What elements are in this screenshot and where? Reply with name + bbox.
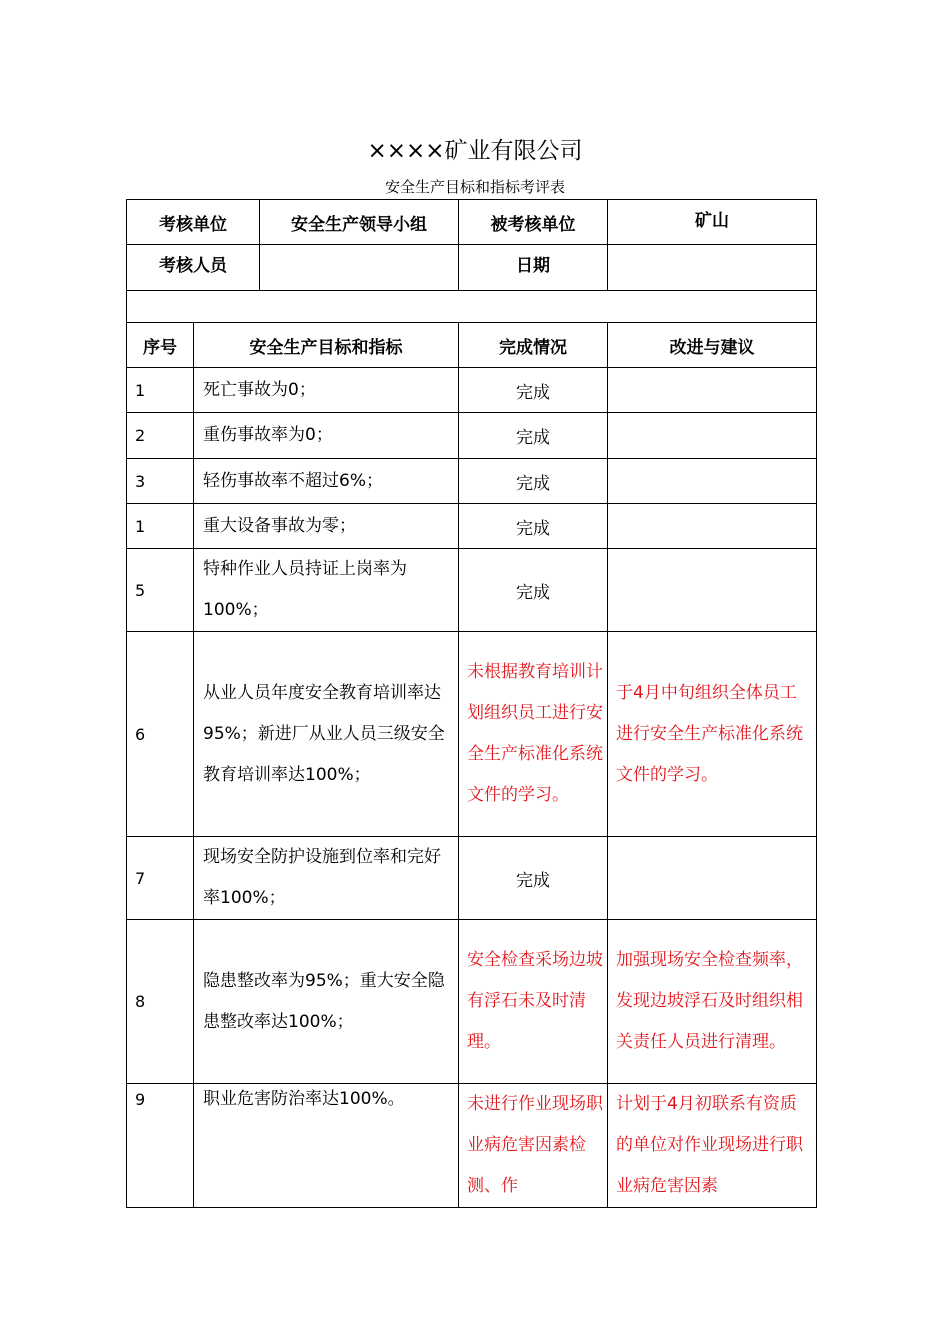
row-suggestion: [608, 549, 817, 632]
col-header-target: 安全生产目标和指标: [194, 323, 459, 368]
row-suggestion: [608, 459, 817, 504]
row-number: 1: [127, 368, 194, 413]
table-row: [127, 459, 817, 504]
row-target: 职业危害防治率达100%。: [194, 1084, 459, 1208]
spacer-cell: [127, 291, 817, 323]
assessor-person-value: [260, 245, 459, 291]
date-label: 日期: [459, 245, 608, 291]
company-name: ××××矿业有限公司: [367, 138, 583, 164]
table-row: [127, 632, 817, 837]
row-target: 重伤事故率为0；: [194, 413, 459, 459]
info-row-person: [127, 245, 817, 291]
assessor-unit-value: 安全生产领导小组: [260, 200, 459, 245]
assessment-table: [126, 199, 817, 1208]
row-status: 完成: [459, 413, 608, 459]
row-status: 完成: [459, 368, 608, 413]
table-row: [127, 920, 817, 1084]
row-target: 轻伤事故率不超过6%；: [194, 459, 459, 504]
row-number: 2: [127, 413, 194, 459]
spacer-row: [127, 291, 817, 323]
row-target: 特种作业人员持证上岗率为100%；: [194, 549, 459, 632]
column-header-row: [127, 323, 817, 368]
row-status: 未根据教育培训计划组织员工进行安全生产标准化系统文件的学习。: [459, 632, 608, 837]
col-header-status: 完成情况: [459, 323, 608, 368]
row-suggestion: [608, 504, 817, 549]
form-title: 安全生产目标和指标考评表: [384, 178, 565, 196]
row-target: 死亡事故为0；: [194, 368, 459, 413]
row-suggestion: [608, 413, 817, 459]
table-row: [127, 368, 817, 413]
row-target: 从业人员年度安全教育培训率达95%；新进厂从业人员三级安全教育培训率达100%；: [194, 632, 459, 837]
assessed-unit-value: 矿山: [608, 200, 817, 245]
row-number: 8: [127, 920, 194, 1084]
row-target: 现场安全防护设施到位率和完好率100%；: [194, 837, 459, 920]
row-status: 完成: [459, 459, 608, 504]
assessor-unit-label: 考核单位: [127, 200, 260, 245]
row-suggestion: 于4月中旬组织全体员工进行安全生产标准化系统文件的学习。: [608, 632, 817, 837]
row-status: 安全检查采场边坡有浮石未及时清理。: [459, 920, 608, 1084]
col-header-no: 序号: [127, 323, 194, 368]
row-number: 9: [127, 1084, 194, 1208]
row-suggestion: 计划于4月初联系有资质的单位对作业现场进行职业病危害因素: [608, 1084, 817, 1208]
assessor-person-label: 考核人员: [127, 245, 260, 291]
row-status: 未进行作业现场职业病危害因素检测、作: [459, 1084, 608, 1208]
row-number: 5: [127, 549, 194, 632]
table-row: [127, 837, 817, 920]
row-number: 1: [127, 504, 194, 549]
row-status: 完成: [459, 837, 608, 920]
row-number: 6: [127, 632, 194, 837]
date-value: [608, 245, 817, 291]
table-row: [127, 1084, 817, 1208]
row-number: 3: [127, 459, 194, 504]
row-suggestion: [608, 368, 817, 413]
row-suggestion: 加强现场安全检查频率，发现边坡浮石及时组织相关责任人员进行清理。: [608, 920, 817, 1084]
table-row: [127, 413, 817, 459]
row-target: 隐患整改率为95%；重大安全隐患整改率达100%；: [194, 920, 459, 1084]
row-number: 7: [127, 837, 194, 920]
table-row: [127, 549, 817, 632]
row-suggestion: [608, 837, 817, 920]
row-status: 完成: [459, 549, 608, 632]
assessed-unit-label: 被考核单位: [459, 200, 608, 245]
row-target: 重大设备事故为零；: [194, 504, 459, 549]
table-row: [127, 504, 817, 549]
col-header-suggestion: 改进与建议: [608, 323, 817, 368]
row-status: 完成: [459, 504, 608, 549]
info-row-unit: [127, 200, 817, 245]
